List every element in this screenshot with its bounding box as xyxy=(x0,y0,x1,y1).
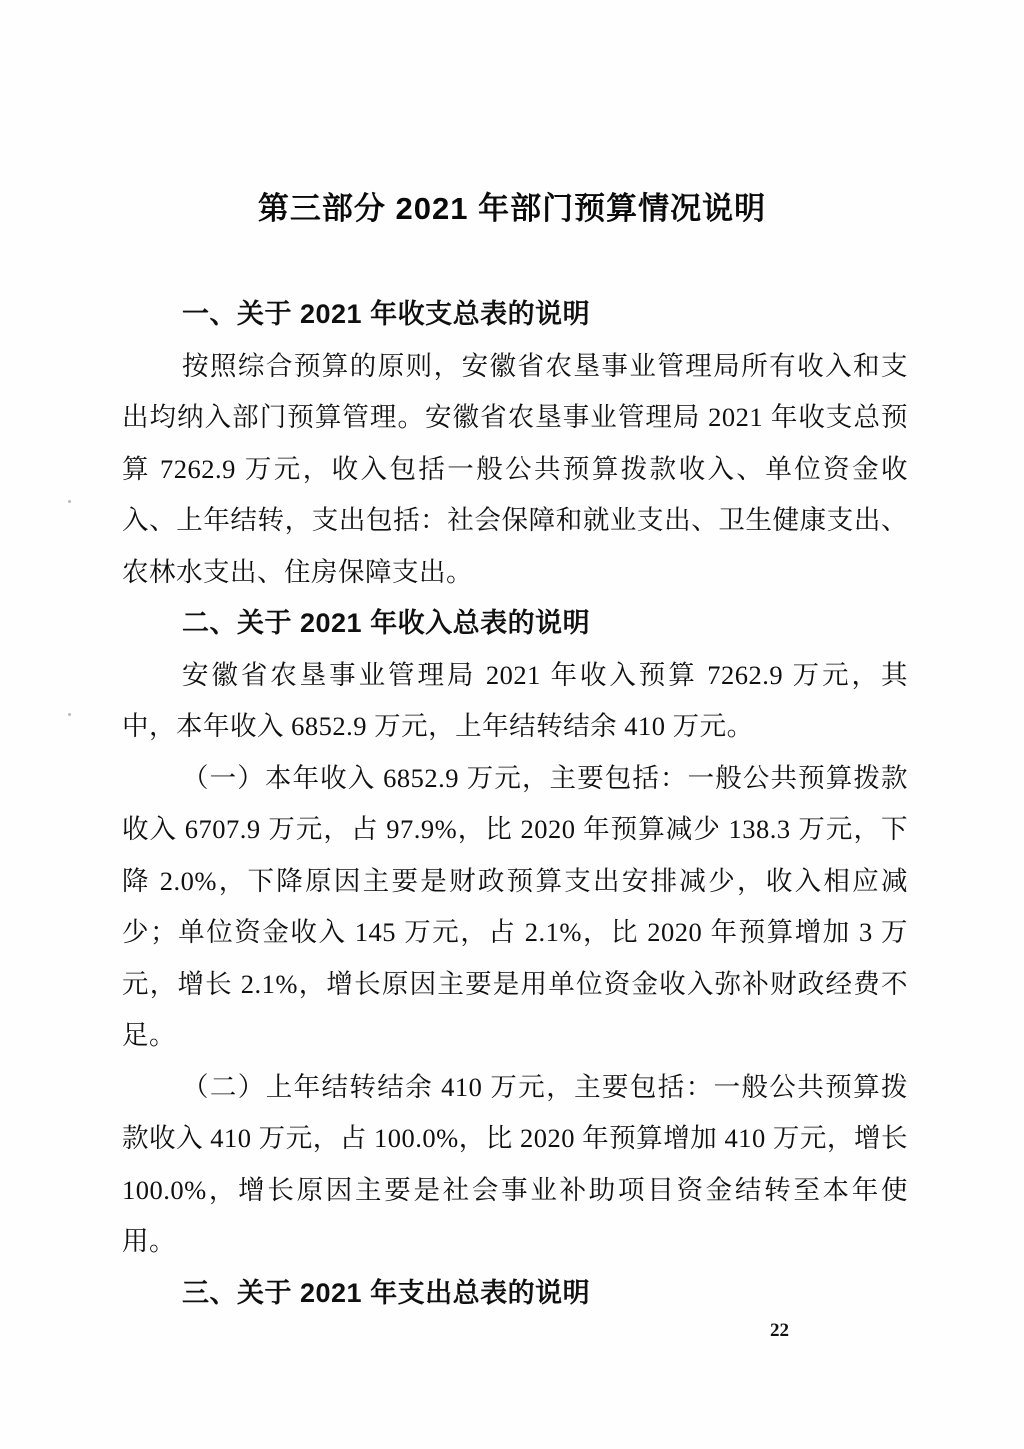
paragraph-carryover-balance: （二）上年结转结余 410 万元，主要包括：一般公共预算拨款收入 410 万元，占 100.0%，比 2020 年预算增加 410 万元，增长 100.0%，增长原因主要是社会事业补助项目资金结转至本年使用。 xyxy=(122,1071,908,1256)
page-number: 22 xyxy=(770,1320,789,1341)
scan-artifact-dot xyxy=(68,713,71,716)
paragraph-overall-budget: 按照综合预算的原则，安徽省农垦事业管理局所有收入和支出均纳入部门预算管理。安徽省农垦事业管理局 2021 年收支总预算 7262.9 万元，收入包括一般公共预算拨款收入、单位资金收入、上年结转，支出包括：社会保障和就业支出、卫生健康支出、农林水支出、住房保障支出。 xyxy=(122,350,908,587)
paragraph-current-year-income: （一）本年收入 6852.9 万元，主要包括：一般公共预算拨款收入 6707.9 万元，占 97.9%，比 2020 年预算减少 138.3 万元，下降 2.0%，下降原因主要是财政预算支出安排减少，收入相应减少；单位资金收入 145 万元，占 2.1%，比 2020 年预算增加 3 万元，增长 2.1%，增长原因主要是用单位资金收入弥补财政经费不足。 xyxy=(122,762,908,1050)
section-heading-expenditure: 三、关于 2021 年支出总表的说明 xyxy=(182,1277,591,1308)
section-heading-income-expenditure: 一、关于 2021 年收支总表的说明 xyxy=(182,299,591,329)
scan-artifact-dot xyxy=(68,500,71,503)
document-title: 第三部分 2021 年部门预算情况说明 xyxy=(257,191,767,226)
paragraph-income-summary: 安徽省农垦事业管理局 2021 年收入预算 7262.9 万元，其中，本年收入 6852.9 万元，上年结转结余 410 万元。 xyxy=(122,659,908,741)
document-body xyxy=(122,289,908,1319)
section-heading-income: 二、关于 2021 年收入总表的说明 xyxy=(182,608,591,638)
